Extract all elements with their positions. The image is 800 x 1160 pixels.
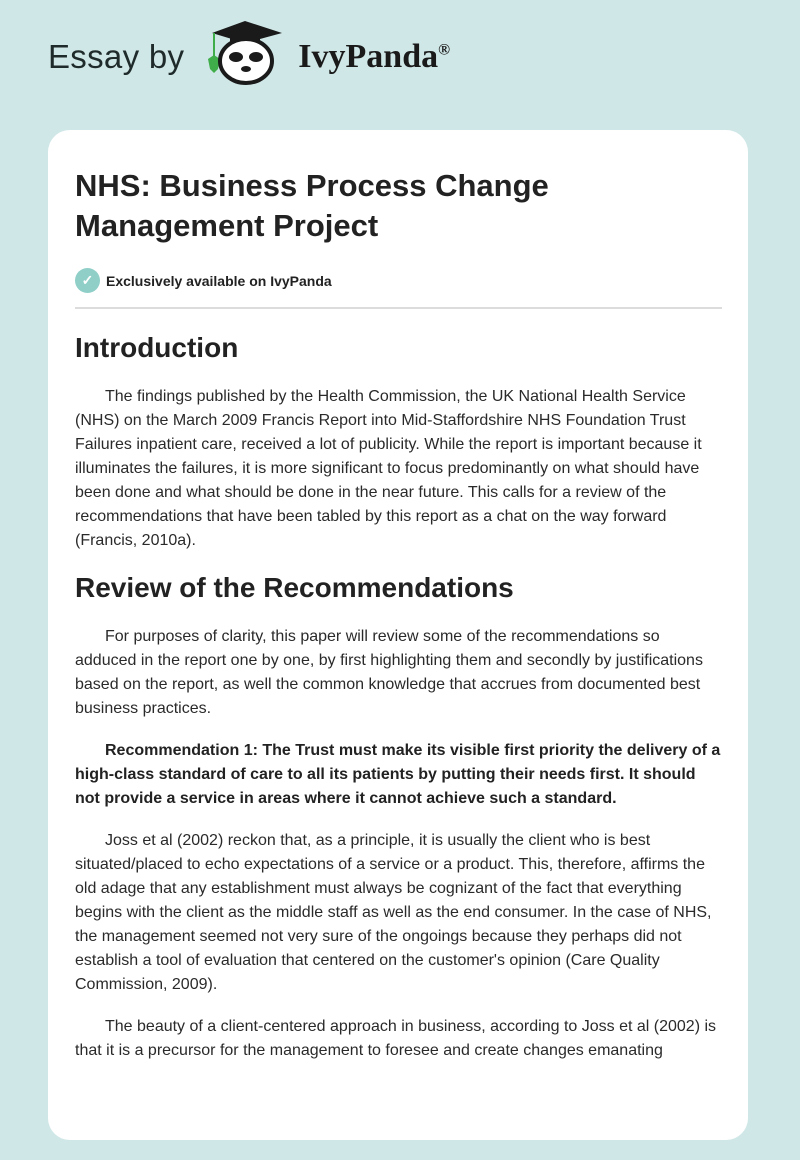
paragraph: For purposes of clarity, this paper will review some of the recommendations so adduced in the report one by one, by first highlighting them and secondly by justifications based on the report, as well the common knowledge that accrues from documented best business practices. [75, 628, 703, 717]
exclusive-badge [75, 268, 722, 293]
essay-by-label: Essay by [48, 38, 185, 75]
divider [75, 307, 722, 309]
section-heading: Review of the Recommendations [75, 572, 514, 603]
essay-title: NHS: Business Process Change Management Project [75, 168, 549, 243]
essay-card [48, 130, 748, 1140]
paragraph: Joss et al (2002) reckon that, as a principle, it is usually the client who is best situated/placed to echo expectations of a service or a product. This, therefore, affirms the old adage that any establishment must always be cognizant of the fact that everything begins with the client as the middle staff as well as the end consumer. In the case of NHS, the management seemed not very sure of the ongoings because they perhaps did not establish a tool of evaluation that centered on the customer's opinion (Care Quality Commission, 2009). [75, 832, 712, 993]
panda-logo-icon[interactable] [202, 19, 288, 85]
exclusive-label: Exclusively available on IvyPanda [106, 272, 332, 289]
check-icon: ✓ [75, 268, 100, 293]
site-header [48, 32, 450, 82]
recommendation-paragraph: Recommendation 1: The Trust must make its visible first priority the delivery of a high-class standard of care to all its patients by putting their needs first. It should not provide a service in areas where it cannot achieve such a standard. [75, 742, 721, 807]
brand-name: IvyPanda® [298, 38, 451, 75]
paragraph: The findings published by the Health Commission, the UK National Health Service (NHS) on the March 2009 Francis Report into Mid-Staffordshire NHS Foundation Trust Failures inpatient care, received a lot of publicity. While the report is important because it illuminates the failures, it is more significant to focus predominantly on what should have been done and what should be done in the near future. This calls for a review of the recommendations that have been tabled by this report as a chat on the way forward (Francis, 2010a). [75, 388, 702, 549]
section-heading: Introduction [75, 332, 239, 363]
paragraph: The beauty of a client-centered approach in business, according to Joss et al (2002) is that it is a precursor for the management to foresee and create changes emanating [75, 1018, 717, 1059]
